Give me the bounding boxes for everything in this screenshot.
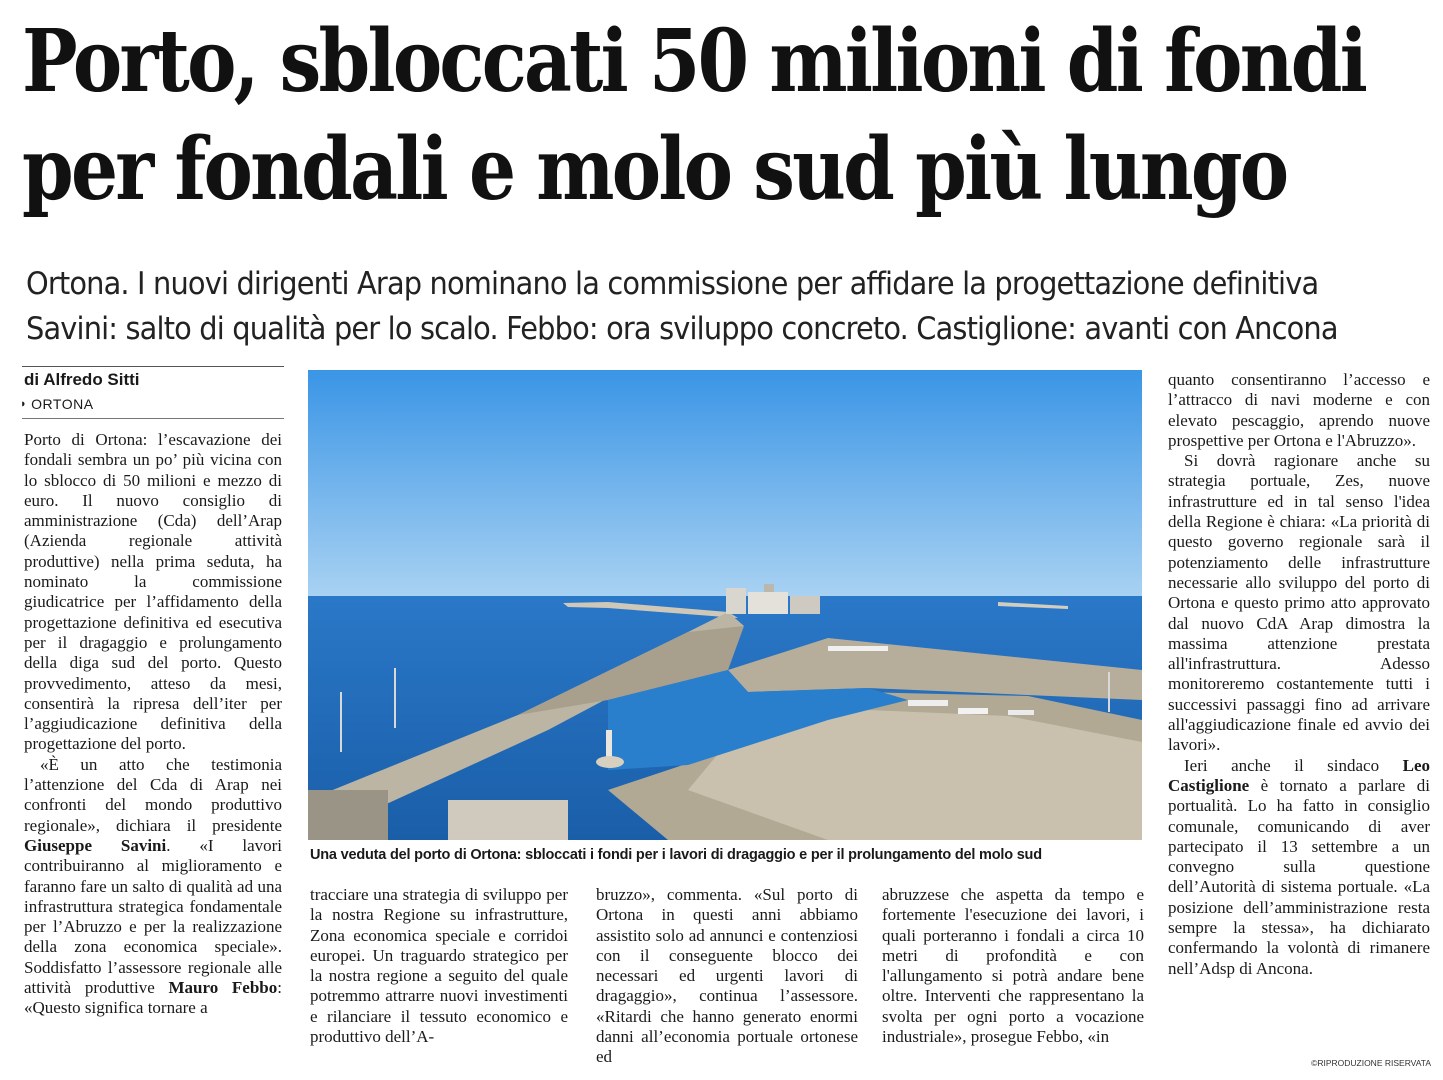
section-label (20, 396, 94, 412)
section-name: ORTONA (31, 396, 94, 412)
paragraph-2 (24, 755, 282, 1019)
byline-divider (22, 366, 284, 367)
person-name-savini: Giuseppe Savini (24, 835, 167, 855)
person-name-castiglione: Leo Castiglione (1168, 755, 1430, 795)
paragraph-4: bruzzo», commenta. «Sul porto di Ortona in questi anni abbiamo assistito solo ad annunci e contenziosi con il conseguente blocco dei necessari ed urgenti lavori di dragaggio», continua l’assessore. «Ritardi che hanno generato enormi danni all’economia portuale ortonese ed (596, 885, 858, 1067)
body-column-2 (310, 885, 568, 1047)
body-column-1 (24, 430, 282, 1019)
paragraph-3: tracciare una strategia di sviluppo per la nostra Regione su infrastrutture, Zona economica speciale e corridoi europei. Un traguardo strategico per la nostra regione a seguito del quale potremmo attrarre nuovi investimenti e rilanciare il tessuto economico e produttivo dell’A- (310, 885, 568, 1047)
paragraph-2-text-b: . «I lavori contribuiranno al miglioramento e faranno fare un salto di qualità ad una infrastruttura strategica fondamentale per l’Abruzzo e per la realizzazione della zona economica speciale». Soddisfatto l’assessore regionale alle attività produttive (24, 835, 282, 998)
paragraph-8 (1168, 756, 1430, 979)
paragraph-7: Si dovrà ragionare anche su strategia portuale, Zes, nuove infrastrutture ed in tal senso l'idea della Regione è chiara: «La priorità di questo governo regionale sarà il potenziamento delle infrastrutture necessarie allo sviluppo del porto di Ortona e questo primo atto approvato dal nuovo CdA Arap dimostra la massima attenzione prestata all'infrastruttura. Adesso monitoreremo costantemente tutti i successivi passaggi fino ad arrivare all'aggiudicazione finale ed avvio dei lavori». (1168, 451, 1430, 755)
photo-caption: Una veduta del porto di Ortona: sbloccati i fondi per i lavori di dragaggio e per il prolungamento del molo sud (310, 847, 1042, 863)
paragraph-2-text-c: : «Questo significa tornare a (24, 978, 282, 1018)
headline (22, 8, 1432, 224)
paragraph-2-text-a: «È un atto che testimonia l’attenzione del Cda di Arap nei confronti del mondo produttivo regionale», dichiara il presidente (24, 754, 282, 835)
body-column-3 (596, 885, 858, 1068)
paragraph-8-text-a: Ieri anche il sindaco (1184, 755, 1403, 775)
copyright-notice: ©RIPRODUZIONE RISERVATA (1311, 1058, 1431, 1068)
paragraph-8-text-b: è tornato a parlare di portualità. Lo ha fatto in consiglio comunale, comunicando di aver partecipato il 13 settembre a un convegno sulla questione dell’Autorità di sistema portuale. «La posizione dell’amministrazione resta sempre la stessa», ha dichiarato confermando la volontà di rimanere nell’Adsp di Ancona. (1168, 775, 1430, 978)
body-column-4 (882, 885, 1144, 1047)
byline: di Alfredo Sitti (24, 370, 140, 389)
subheadline (26, 262, 1440, 352)
subheadline-line-1: Ortona. I nuovi dirigenti Arap nominano la commissione per affidare la progettazione definitiva (26, 266, 1319, 302)
harbor-photo (308, 370, 1142, 840)
section-divider (22, 418, 284, 419)
headline-line-2: per fondali e molo sud più lungo (22, 119, 1287, 220)
paragraph-6: quanto consentiranno l’accesso e l’attracco di navi moderne e con elevato pescaggio, aprendo nuove prospettive per Ortona e l'Abruzzo». (1168, 370, 1430, 450)
subheadline-line-2: Savini: salto di qualità per lo scalo. Febbo: ora sviluppo concreto. Castiglione: avanti con Ancona (26, 311, 1338, 347)
body-column-right (1168, 370, 1430, 979)
person-name-febbo: Mauro Febbo (168, 978, 278, 998)
half-circle-icon: ◗ (20, 398, 28, 410)
headline-line-1: Porto, sbloccati 50 milioni di fondi (22, 11, 1366, 112)
paragraph-5: abruzzese che aspetta da tempo e fortemente l'esecuzione dei lavori, i quali porteranno i fondali a circa 10 metri di profondità e con l'allungamento si potrà andare bene oltre. Interventi che rappresentano la svolta per ogni porto a vocazione industriale», prosegue Febbo, «in (882, 885, 1144, 1047)
paragraph-1: Porto di Ortona: l’escavazione dei fondali sembra un po’ più vicina con lo sblocco di 50 milioni e mezzo di euro. Il nuovo consiglio di amministrazione (Cda) dell’Arap (Azienda regionale attività produttive) nella prima seduta, ha nominato la commissione giudicatrice per l’affidamento della progettazione definitiva ed esecutiva per il dragaggio e prolungamento della diga sud del porto. Questo provvedimento, atteso da mesi, consentirà la ripresa dell’iter per l’aggiudicazione definitiva della progettazione del porto. (24, 430, 282, 754)
